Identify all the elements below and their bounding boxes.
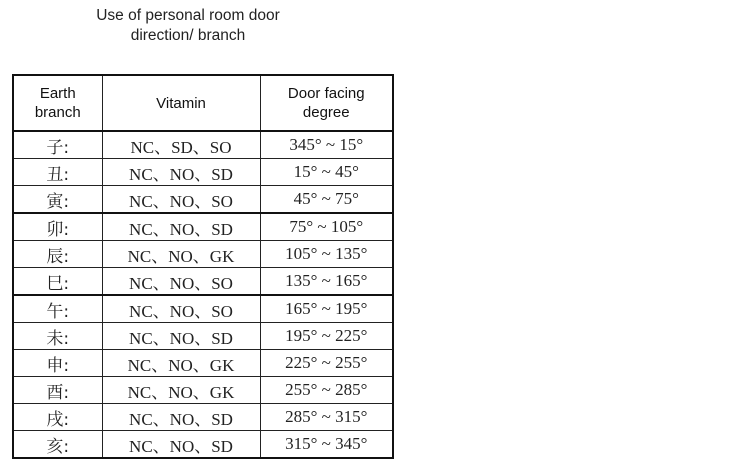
header-door-facing-degree (260, 75, 393, 131)
header-door-facing-line-1: Door facing (287, 85, 365, 102)
cell-degree: 345° ~ 15° (260, 131, 393, 159)
cell-degree: 255° ~ 285° (260, 377, 393, 404)
cell-degree: 15° ~ 45° (260, 159, 393, 186)
cell-degree: 45° ~ 75° (260, 186, 393, 214)
cell-vitamin: NC、NO、SO (102, 268, 260, 296)
cell-vitamin: NC、NO、SD (102, 431, 260, 459)
table-header-row (13, 75, 393, 131)
cell-branch: 戌: (13, 404, 102, 431)
cell-branch: 丑: (13, 159, 102, 186)
header-earth-branch (13, 75, 102, 131)
table-row (13, 431, 393, 459)
table-row (13, 186, 393, 214)
table-row (13, 323, 393, 350)
table-row (13, 350, 393, 377)
table-row (13, 295, 393, 323)
header-vitamin: Vitamin (102, 75, 260, 131)
cell-branch: 卯: (13, 213, 102, 241)
cell-degree: 75° ~ 105° (260, 213, 393, 241)
cell-branch: 酉: (13, 377, 102, 404)
cell-branch: 巳: (13, 268, 102, 296)
table-caption (60, 6, 316, 46)
earth-branch-table (12, 74, 394, 459)
caption-line-2: direction/ branch (130, 27, 246, 44)
table-row (13, 213, 393, 241)
cell-vitamin: NC、NO、GK (102, 350, 260, 377)
cell-vitamin: NC、NO、GK (102, 241, 260, 268)
cell-degree: 195° ~ 225° (260, 323, 393, 350)
table-row (13, 268, 393, 296)
cell-degree: 135° ~ 165° (260, 268, 393, 296)
cell-branch: 申: (13, 350, 102, 377)
cell-branch: 未: (13, 323, 102, 350)
caption-line-1: Use of personal room door (96, 7, 280, 24)
cell-vitamin: NC、NO、SD (102, 323, 260, 350)
cell-vitamin: NC、SD、SO (102, 131, 260, 159)
cell-degree: 225° ~ 255° (260, 350, 393, 377)
table-row (13, 404, 393, 431)
cell-branch: 午: (13, 295, 102, 323)
cell-degree: 105° ~ 135° (260, 241, 393, 268)
cell-vitamin: NC、NO、SD (102, 159, 260, 186)
cell-vitamin: NC、NO、SO (102, 295, 260, 323)
cell-vitamin: NC、NO、SD (102, 213, 260, 241)
cell-branch: 辰: (13, 241, 102, 268)
cell-vitamin: NC、NO、SD (102, 404, 260, 431)
cell-branch: 寅: (13, 186, 102, 214)
cell-degree: 285° ~ 315° (260, 404, 393, 431)
cell-vitamin: NC、NO、GK (102, 377, 260, 404)
table-row (13, 131, 393, 159)
header-earth-branch-line-1: Earth (39, 85, 76, 102)
cell-degree: 315° ~ 345° (260, 431, 393, 459)
cell-branch: 子: (13, 131, 102, 159)
header-earth-branch-line-2: branch (34, 104, 81, 121)
table-row (13, 377, 393, 404)
cell-degree: 165° ~ 195° (260, 295, 393, 323)
cell-vitamin: NC、NO、SO (102, 186, 260, 214)
table-row (13, 241, 393, 268)
cell-branch: 亥: (13, 431, 102, 459)
table-row (13, 159, 393, 186)
header-door-facing-line-2: degree (302, 104, 350, 121)
